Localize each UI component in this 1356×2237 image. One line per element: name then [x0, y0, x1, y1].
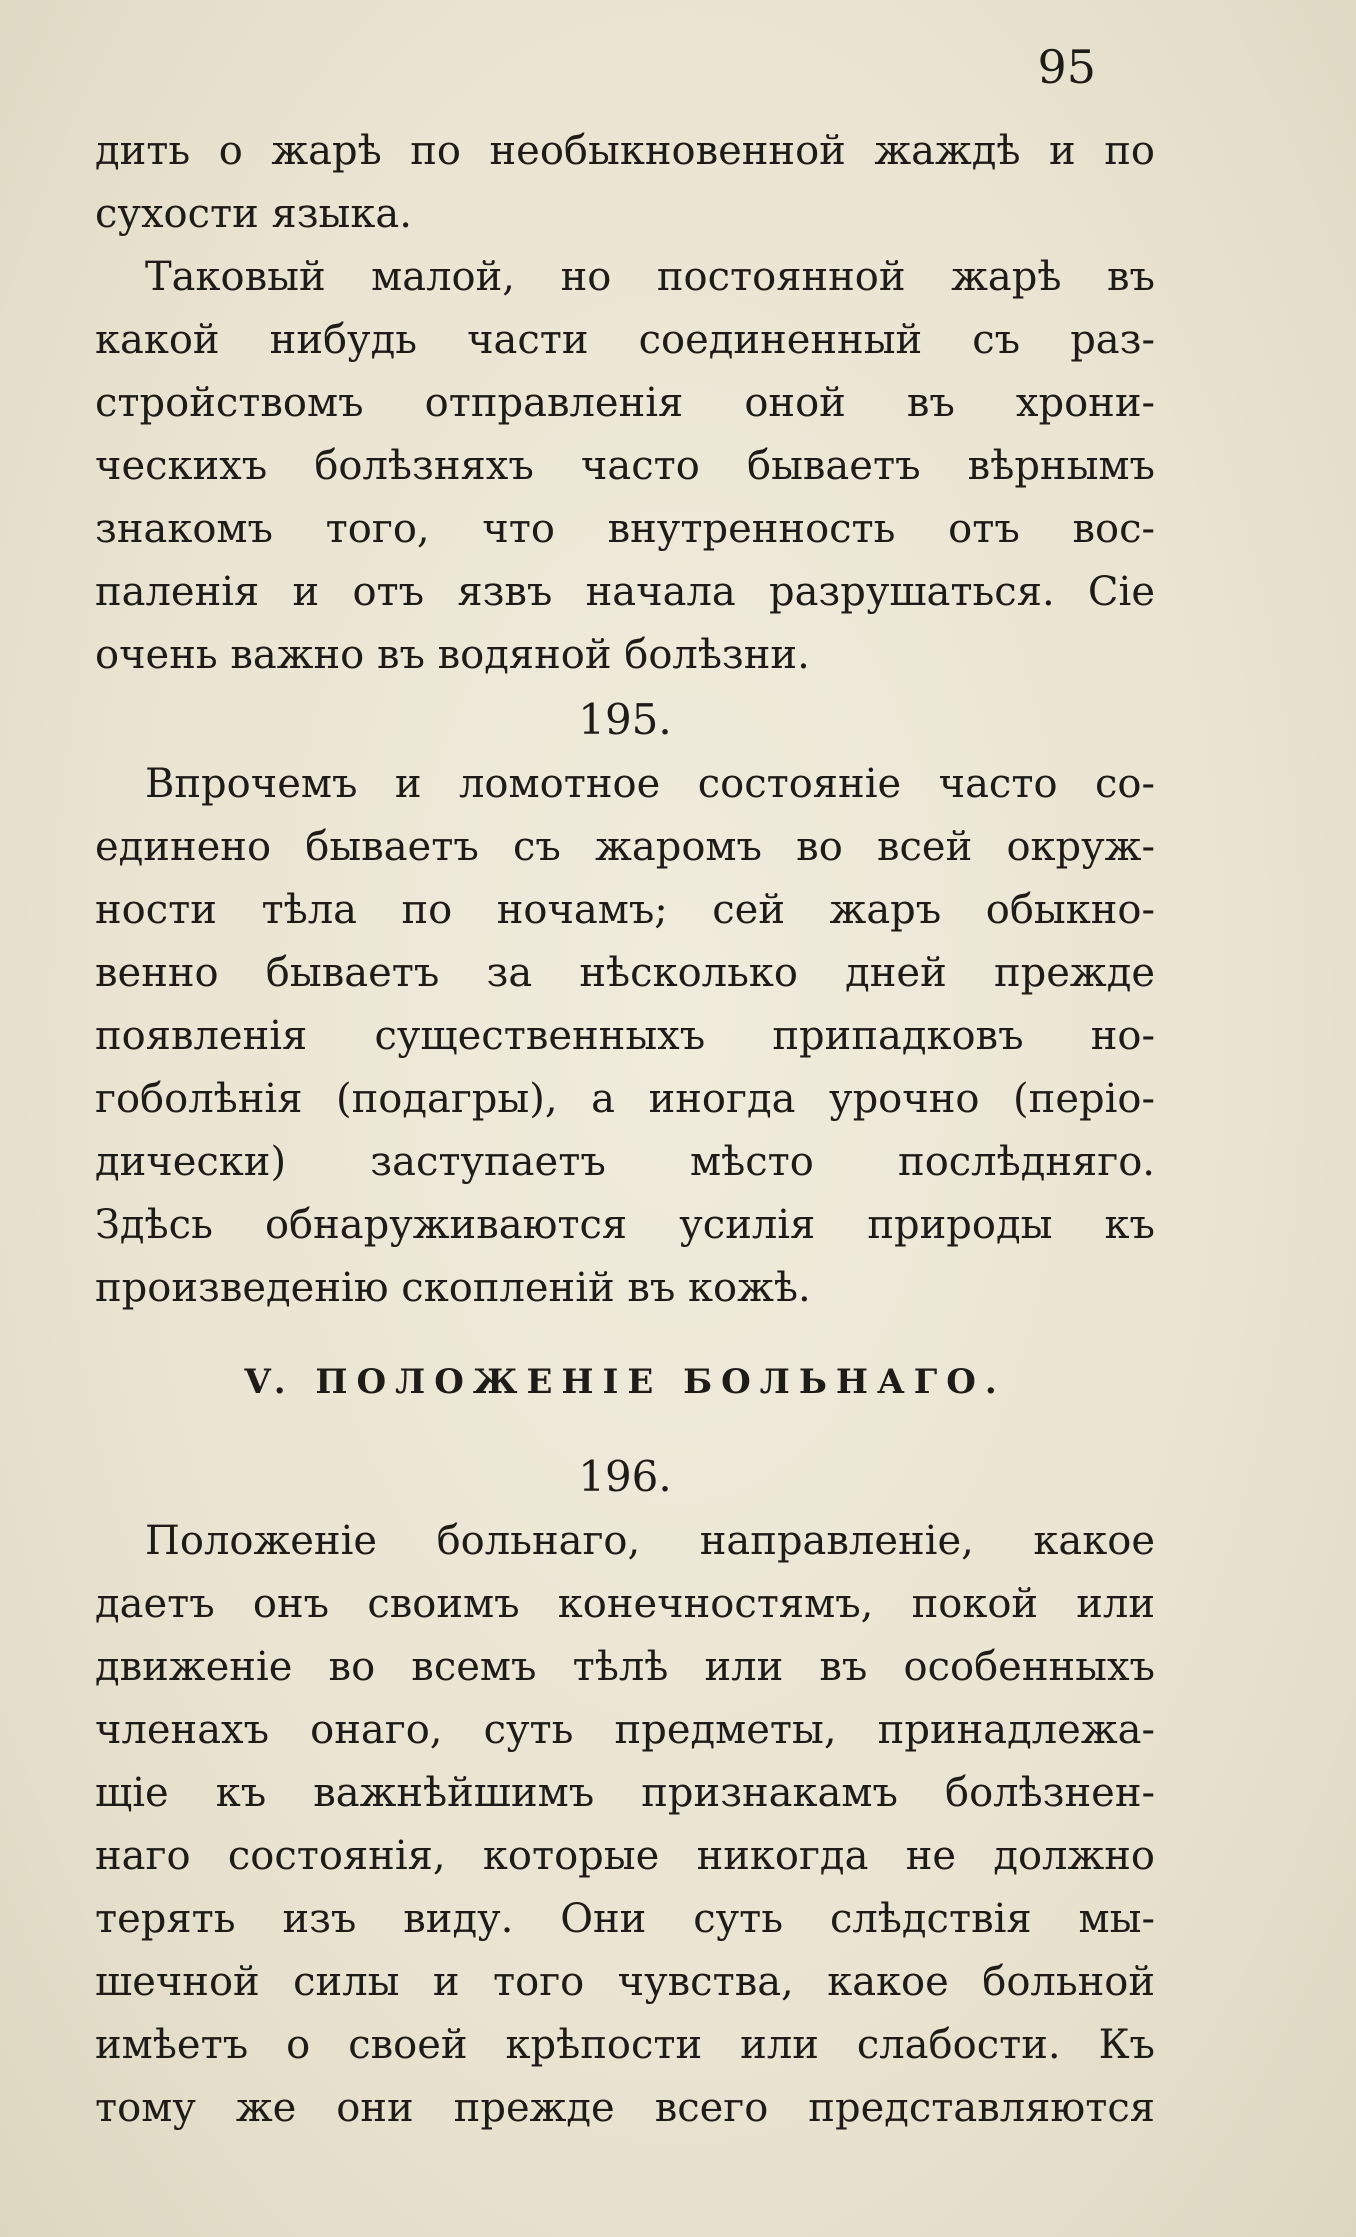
spacer	[95, 1320, 1155, 1350]
paragraph-line: ности тѣла по ночамъ; сей жаръ обыкно-	[95, 887, 1155, 933]
section-number-195: 195.	[578, 695, 672, 744]
paragraph-line: даетъ онъ своимъ конечностямъ, покой или	[95, 1581, 1155, 1627]
text-line: сухости языка.	[95, 191, 412, 237]
paragraph-line: Положеніе больнаго, направленіе, какое	[145, 1518, 1155, 1564]
paragraph-line: Здѣсь обнаруживаются усилія природы къ	[95, 1202, 1155, 1248]
paragraph-line: какой нибудь части соединенный съ раз-	[95, 317, 1155, 363]
spacer	[95, 1414, 1155, 1444]
paragraph-line: наго состоянія, которые никогда не должно	[95, 1833, 1155, 1879]
paragraph-line: ческихъ болѣзняхъ часто бываетъ вѣрнымъ	[95, 443, 1155, 489]
paragraph-line: венно бываетъ за нѣсколько дней прежде	[95, 950, 1155, 996]
paragraph-line: гоболѣнія (подагры), а иногда урочно (періо-	[95, 1076, 1155, 1122]
paragraph-line: Впрочемъ и ломотное состояніе часто со-	[145, 761, 1155, 807]
paragraph-line: тому же они прежде всего представляются	[95, 2085, 1155, 2131]
paragraph-line: Таковый малой, но постоянной жарѣ въ	[145, 254, 1155, 300]
text-line: дить о жарѣ по необыкновенной жаждѣ и по	[95, 128, 1155, 174]
paragraph-line: имѣетъ о своей крѣпости или слабости. Къ	[95, 2022, 1155, 2068]
paragraph-line: произведенію скопленій въ кожѣ.	[95, 1265, 811, 1311]
paragraph-line: членахъ онаго, суть предметы, принадлежа-	[95, 1707, 1155, 1753]
paragraph-line: очень важно въ водяной болѣзни.	[95, 632, 810, 678]
section-number-196: 196.	[578, 1452, 672, 1501]
section-heading: V. ПОЛОЖЕНІЕ БОЛЬНАГО.	[244, 1362, 1006, 1402]
paragraph-line: знакомъ того, что внутренность отъ вос-	[95, 506, 1155, 552]
paragraph-line: щіе къ важнѣйшимъ признакамъ болѣзнен-	[95, 1770, 1155, 1816]
paragraph-line: единено бываетъ съ жаромъ во всей окруж-	[95, 824, 1155, 870]
page-number: 95	[1037, 40, 1096, 94]
paragraph-line: движеніе во всемъ тѣлѣ или въ особенныхъ	[95, 1644, 1155, 1690]
text-body	[95, 120, 1155, 2140]
paragraph-line: дически) заступаетъ мѣсто послѣдняго.	[95, 1139, 1155, 1185]
paragraph-line: шечной силы и того чувства, какое больной	[95, 1959, 1155, 2005]
paragraph-line: паленія и отъ язвъ начала разрушаться. Сіе	[95, 569, 1155, 615]
paragraph-line: терять изъ виду. Они суть слѣдствія мы-	[95, 1896, 1155, 1942]
paragraph-line: стройствомъ отправленія оной въ хрони-	[95, 380, 1155, 426]
paragraph-line: появленія существенныхъ припадковъ но-	[95, 1013, 1155, 1059]
